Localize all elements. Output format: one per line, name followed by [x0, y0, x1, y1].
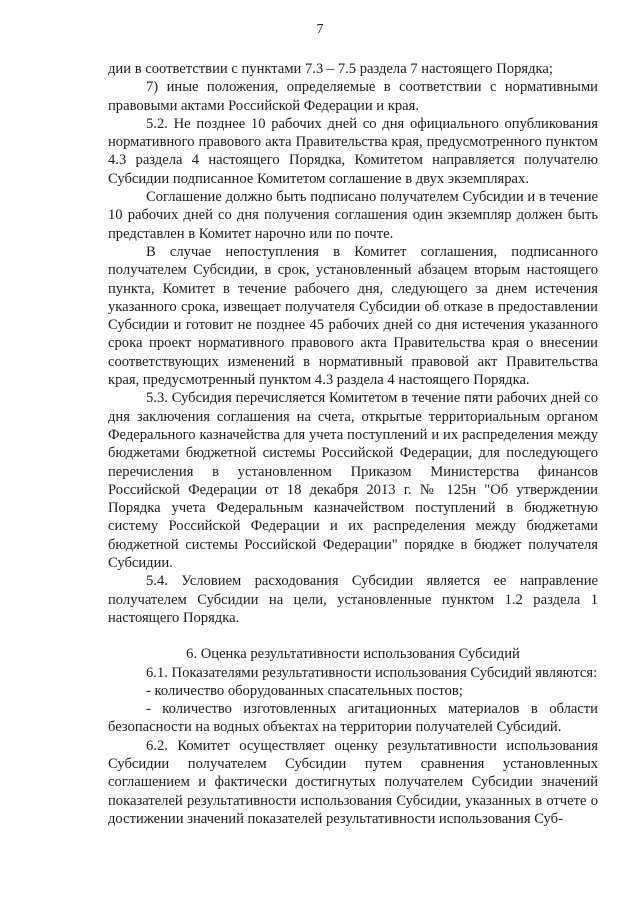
- paragraph-item-7: 7) иные положения, определяемые в соответствии с нормативными правовыми актами Российской Федерации и края.: [108, 79, 598, 114]
- list-item-rescue-posts: - количество оборудованных спасательных постов;: [146, 682, 463, 699]
- paragraph-5-3: 5.3. Субсидия перечисляется Комитетом в течение пяти рабочих дней со дня заключения соглашения на счета, открытые территориальным органом Федерального казначейства для учета поступлений и их распределения между бюджетами бюджетной системы Российской Федерации, для последующего перечисления в установленном Приказом Министерства финансов Российской Федерации от 18 декабря 2013 г. № 125н "Об утверждении Порядка учета Федеральным казначейством поступлений в бюджетную систему Российской Федерации и их распределения между бюджетами бюджетной системы Российской Федерации" порядке в бюджет получателя Субсидии.: [108, 390, 598, 572]
- paragraph-agreement-signing: Соглашение должно быть подписано получателем Субсидии и в течение 10 рабочих дней со дня получения соглашения один экземпляр должен быть представлен в Комитет нарочно или по почте.: [108, 189, 598, 242]
- paragraph-5-4: 5.4. Условием расходования Субсидии является ее направление получателем Субсидии на цели, установленные пунктом 1.2 раздела 1 настоящего Порядка.: [108, 573, 598, 626]
- section-6-heading: 6. Оценка результативности использования Субсидий: [186, 646, 520, 663]
- paragraph-6-2: 6.2. Комитет осуществляет оценку результативности использования Субсидии получателем Субсидии путем сравнения установленных соглашением и фактически достигнутых получателем Субсидии значений показателей результативности использования Субсидии, указанных в отчете о достижении значений показателей результативности использования Суб-: [108, 737, 598, 827]
- list-item-campaign-materials: - количество изготовленных агитационных материалов в области безопасности на водных объектах на территории получателей Субсидий.: [108, 701, 598, 736]
- page-number: 7: [316, 22, 324, 37]
- paragraph-non-receipt: В случае непоступления в Комитет соглашения, подписанного получателем Субсидии, в срок, установленный абзацем вторым настоящего пункта, Комитет в течение рабочего дня, следующего за днем истечения указанного срока, извещает получателя Субсидии об отказе в предоставлении Субсидии и готовит не позднее 45 рабочих дней со дня истечения указанного срока проект нормативного правового акта Правительства края о внесении соответствующих изменений в нормативный правовой акт Правительства края, предусмотренный пунктом 4.3 раздела 4 настоящего Порядка.: [108, 243, 598, 389]
- paragraph-5-2: 5.2. Не позднее 10 рабочих дней со дня официального опубликования нормативного правового акта Правительства края, предусмотренного пунктом 4.3 раздела 4 настоящего Порядка, Комитетом направляется получателю Субсидии подписанное Комитетом соглашение в двух экземплярах.: [108, 115, 598, 187]
- document-body: [108, 60, 598, 828]
- paragraph-6-1: 6.1. Показателями результативности использования Субсидий являются:: [146, 664, 598, 681]
- paragraph-continuation: дии в соответствии с пунктами 7.3 – 7.5 раздела 7 настоящего Порядка;: [108, 61, 553, 77]
